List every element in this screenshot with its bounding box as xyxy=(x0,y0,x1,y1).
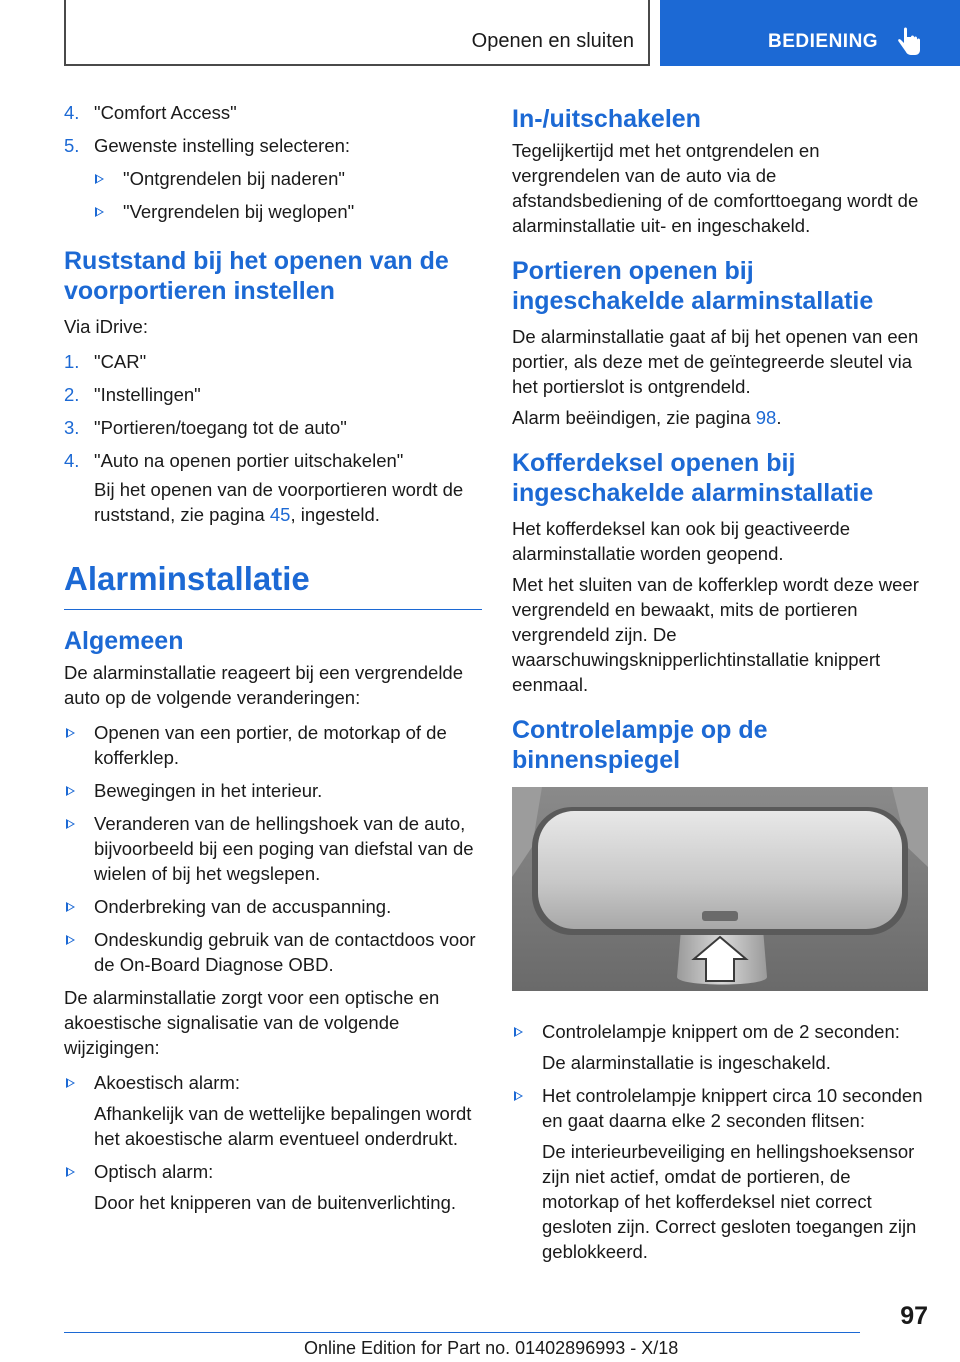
step-item xyxy=(64,415,482,440)
step-text: Gewenste instelling selecteren: xyxy=(94,135,351,156)
list-item-detail: De alarminstallatie is ingeschakeld. xyxy=(542,1052,831,1073)
step-item xyxy=(64,448,482,527)
list-item-text: "Ontgrendelen bij naderen" xyxy=(123,168,345,189)
list-item xyxy=(64,1070,482,1151)
header-section-box xyxy=(64,0,650,66)
step-text: "CAR" xyxy=(94,351,147,372)
alarm-end-text xyxy=(512,405,928,430)
list-item xyxy=(64,720,482,770)
step-note xyxy=(94,477,482,527)
step-text: "Instellingen" xyxy=(94,384,201,405)
triangle-bullet-icon xyxy=(66,819,75,829)
triangle-bullet-icon xyxy=(66,728,75,738)
step-number: 4. xyxy=(64,450,80,471)
list-item-text: Ondeskundig gebruik van de contactdoos voor de On-Board Diagnose OBD. xyxy=(94,929,476,975)
list-item xyxy=(93,166,482,191)
triangle-bullet-icon xyxy=(66,902,75,912)
hand-pointer-icon xyxy=(896,27,922,57)
list-item xyxy=(64,927,482,977)
alarm-end-post: . xyxy=(776,407,782,428)
step-number: 4. xyxy=(64,102,80,123)
header-chapter-tab[interactable] xyxy=(660,0,960,66)
koffer-text-1: Het kofferdeksel kan ook bij geactiveerde alarminstallatie worden geopend. xyxy=(512,518,850,564)
list-item xyxy=(512,1083,928,1264)
triangle-bullet-icon xyxy=(514,1027,523,1037)
list-item-text: Openen van een portier, de motorkap of de kofferklep. xyxy=(94,722,447,768)
koffer-text-2: Met het sluiten van de kofferklep wordt deze weer vergrendeld en bewaakt, mits de portieren vergrendeld zijn. De waarschuwingsknipperlichtinstallatie knippert eenmaal. xyxy=(512,574,919,695)
list-item-detail: Afhankelijk van de wettelijke bepalingen wordt het akoestische alarm eventueel onderdrukt. xyxy=(94,1103,472,1149)
list-item-detail: Door het knipperen van de buitenverlichting. xyxy=(94,1192,457,1213)
list-item-title: Het controlelampje knippert circa 10 seconden en gaat daarna elke 2 seconden flitsen: xyxy=(542,1085,923,1131)
triangle-bullet-icon xyxy=(95,174,104,184)
list-item xyxy=(93,199,482,224)
footer-edition: Online Edition for Part no. 01402896993 - X/18 xyxy=(304,1338,679,1358)
list-item xyxy=(64,811,482,886)
step-number: 1. xyxy=(64,351,80,372)
heading-kofferdeksel: Kofferdeksel openen bij ingeschakelde alarminstallatie xyxy=(512,449,874,507)
footer-divider xyxy=(64,1332,860,1333)
list-item-title: Optisch alarm: xyxy=(94,1161,214,1182)
list-item-text: Bewegingen in het interieur. xyxy=(94,780,323,801)
portieren-text: De alarminstallatie gaat af bij het openen van een portier, als deze met de geïntegreerde sleutel via het portierslot is ontgrendeld. xyxy=(512,326,919,397)
header-section-title: Openen en sluiten xyxy=(471,30,634,52)
triangle-bullet-icon xyxy=(514,1091,523,1101)
list-item xyxy=(64,778,482,803)
heading-algemeen: Algemeen xyxy=(64,627,184,655)
via-idrive: Via iDrive: xyxy=(64,316,148,337)
triangle-bullet-icon xyxy=(66,935,75,945)
heading-ruststand: Ruststand bij het openen van de voorportieren instellen xyxy=(64,247,449,305)
list-item-text: Onderbreking van de accuspanning. xyxy=(94,896,392,917)
signal-intro: De alarminstallatie zorgt voor een optische en akoestische signalisatie van de volgende wijzigingen: xyxy=(64,987,440,1058)
step-item xyxy=(64,133,482,158)
right-column xyxy=(512,100,928,1272)
step-number: 5. xyxy=(64,135,80,156)
triangle-bullet-icon xyxy=(95,207,104,217)
heading-in-uitschakelen: In-/uitschakelen xyxy=(512,105,701,133)
step-item xyxy=(64,382,482,407)
step-note-text: Bij het openen van de voorportieren wordt de ruststand, zie pagina xyxy=(94,479,464,525)
heading-controlelampje: Controlelampje op de binnenspiegel xyxy=(512,716,768,774)
list-item-text: Veranderen van de hellingshoek van de auto, bijvoorbeeld bij een poging van diefstal van de wielen of bij het wegslepen. xyxy=(94,813,474,884)
step-text: "Auto na openen portier uitschakelen" xyxy=(94,450,404,471)
page-link-98[interactable]: 98 xyxy=(755,407,777,428)
heading-portieren-openen: Portieren openen bij ingeschakelde alarminstallatie xyxy=(512,257,874,315)
page-link-45[interactable]: 45 xyxy=(269,504,291,525)
list-item-title: Akoestisch alarm: xyxy=(94,1072,240,1093)
step-item xyxy=(64,349,482,374)
list-item xyxy=(64,894,482,919)
step-text: "Comfort Access" xyxy=(94,102,237,123)
heading-alarminstallatie: Alarminstallatie xyxy=(64,559,482,610)
header-chapter-title: BEDIENING xyxy=(768,31,879,52)
list-item xyxy=(64,1159,482,1215)
list-item xyxy=(512,1019,928,1075)
triangle-bullet-icon xyxy=(66,1167,75,1177)
alarm-end-pre: Alarm beëindigen, zie pagina xyxy=(512,407,756,428)
page-number: 97 xyxy=(900,1302,928,1330)
list-item-detail: De interieurbeveiliging en hellingshoeksensor zijn niet actief, omdat de portieren, de motorkap of het kofferdeksel niet correct gesloten zijn. Correct gesloten toegangen zijn geblokkeerd. xyxy=(542,1141,917,1262)
algemeen-intro: De alarminstallatie reageert bij een vergrendelde auto op de volgende veranderingen: xyxy=(64,662,464,708)
step-item xyxy=(64,100,482,125)
triangle-bullet-icon xyxy=(66,1078,75,1088)
triangle-bullet-icon xyxy=(66,786,75,796)
step-number: 3. xyxy=(64,417,80,438)
left-column xyxy=(64,100,482,1223)
rearview-mirror-illustration xyxy=(512,787,928,991)
inuit-text: Tegelijkertijd met het ontgrendelen en vergrendelen van de auto via de afstandsbediening of de comforttoegang wordt de alarminstallatie uit- en ingeschakeld. xyxy=(512,140,919,236)
step-note-text: , ingesteld. xyxy=(290,504,380,525)
list-item-title: Controlelampje knippert om de 2 seconden: xyxy=(542,1021,900,1042)
list-item-text: "Vergrendelen bij weglopen" xyxy=(123,201,355,222)
step-number: 2. xyxy=(64,384,80,405)
step-text: "Portieren/toegang tot de auto" xyxy=(94,417,347,438)
